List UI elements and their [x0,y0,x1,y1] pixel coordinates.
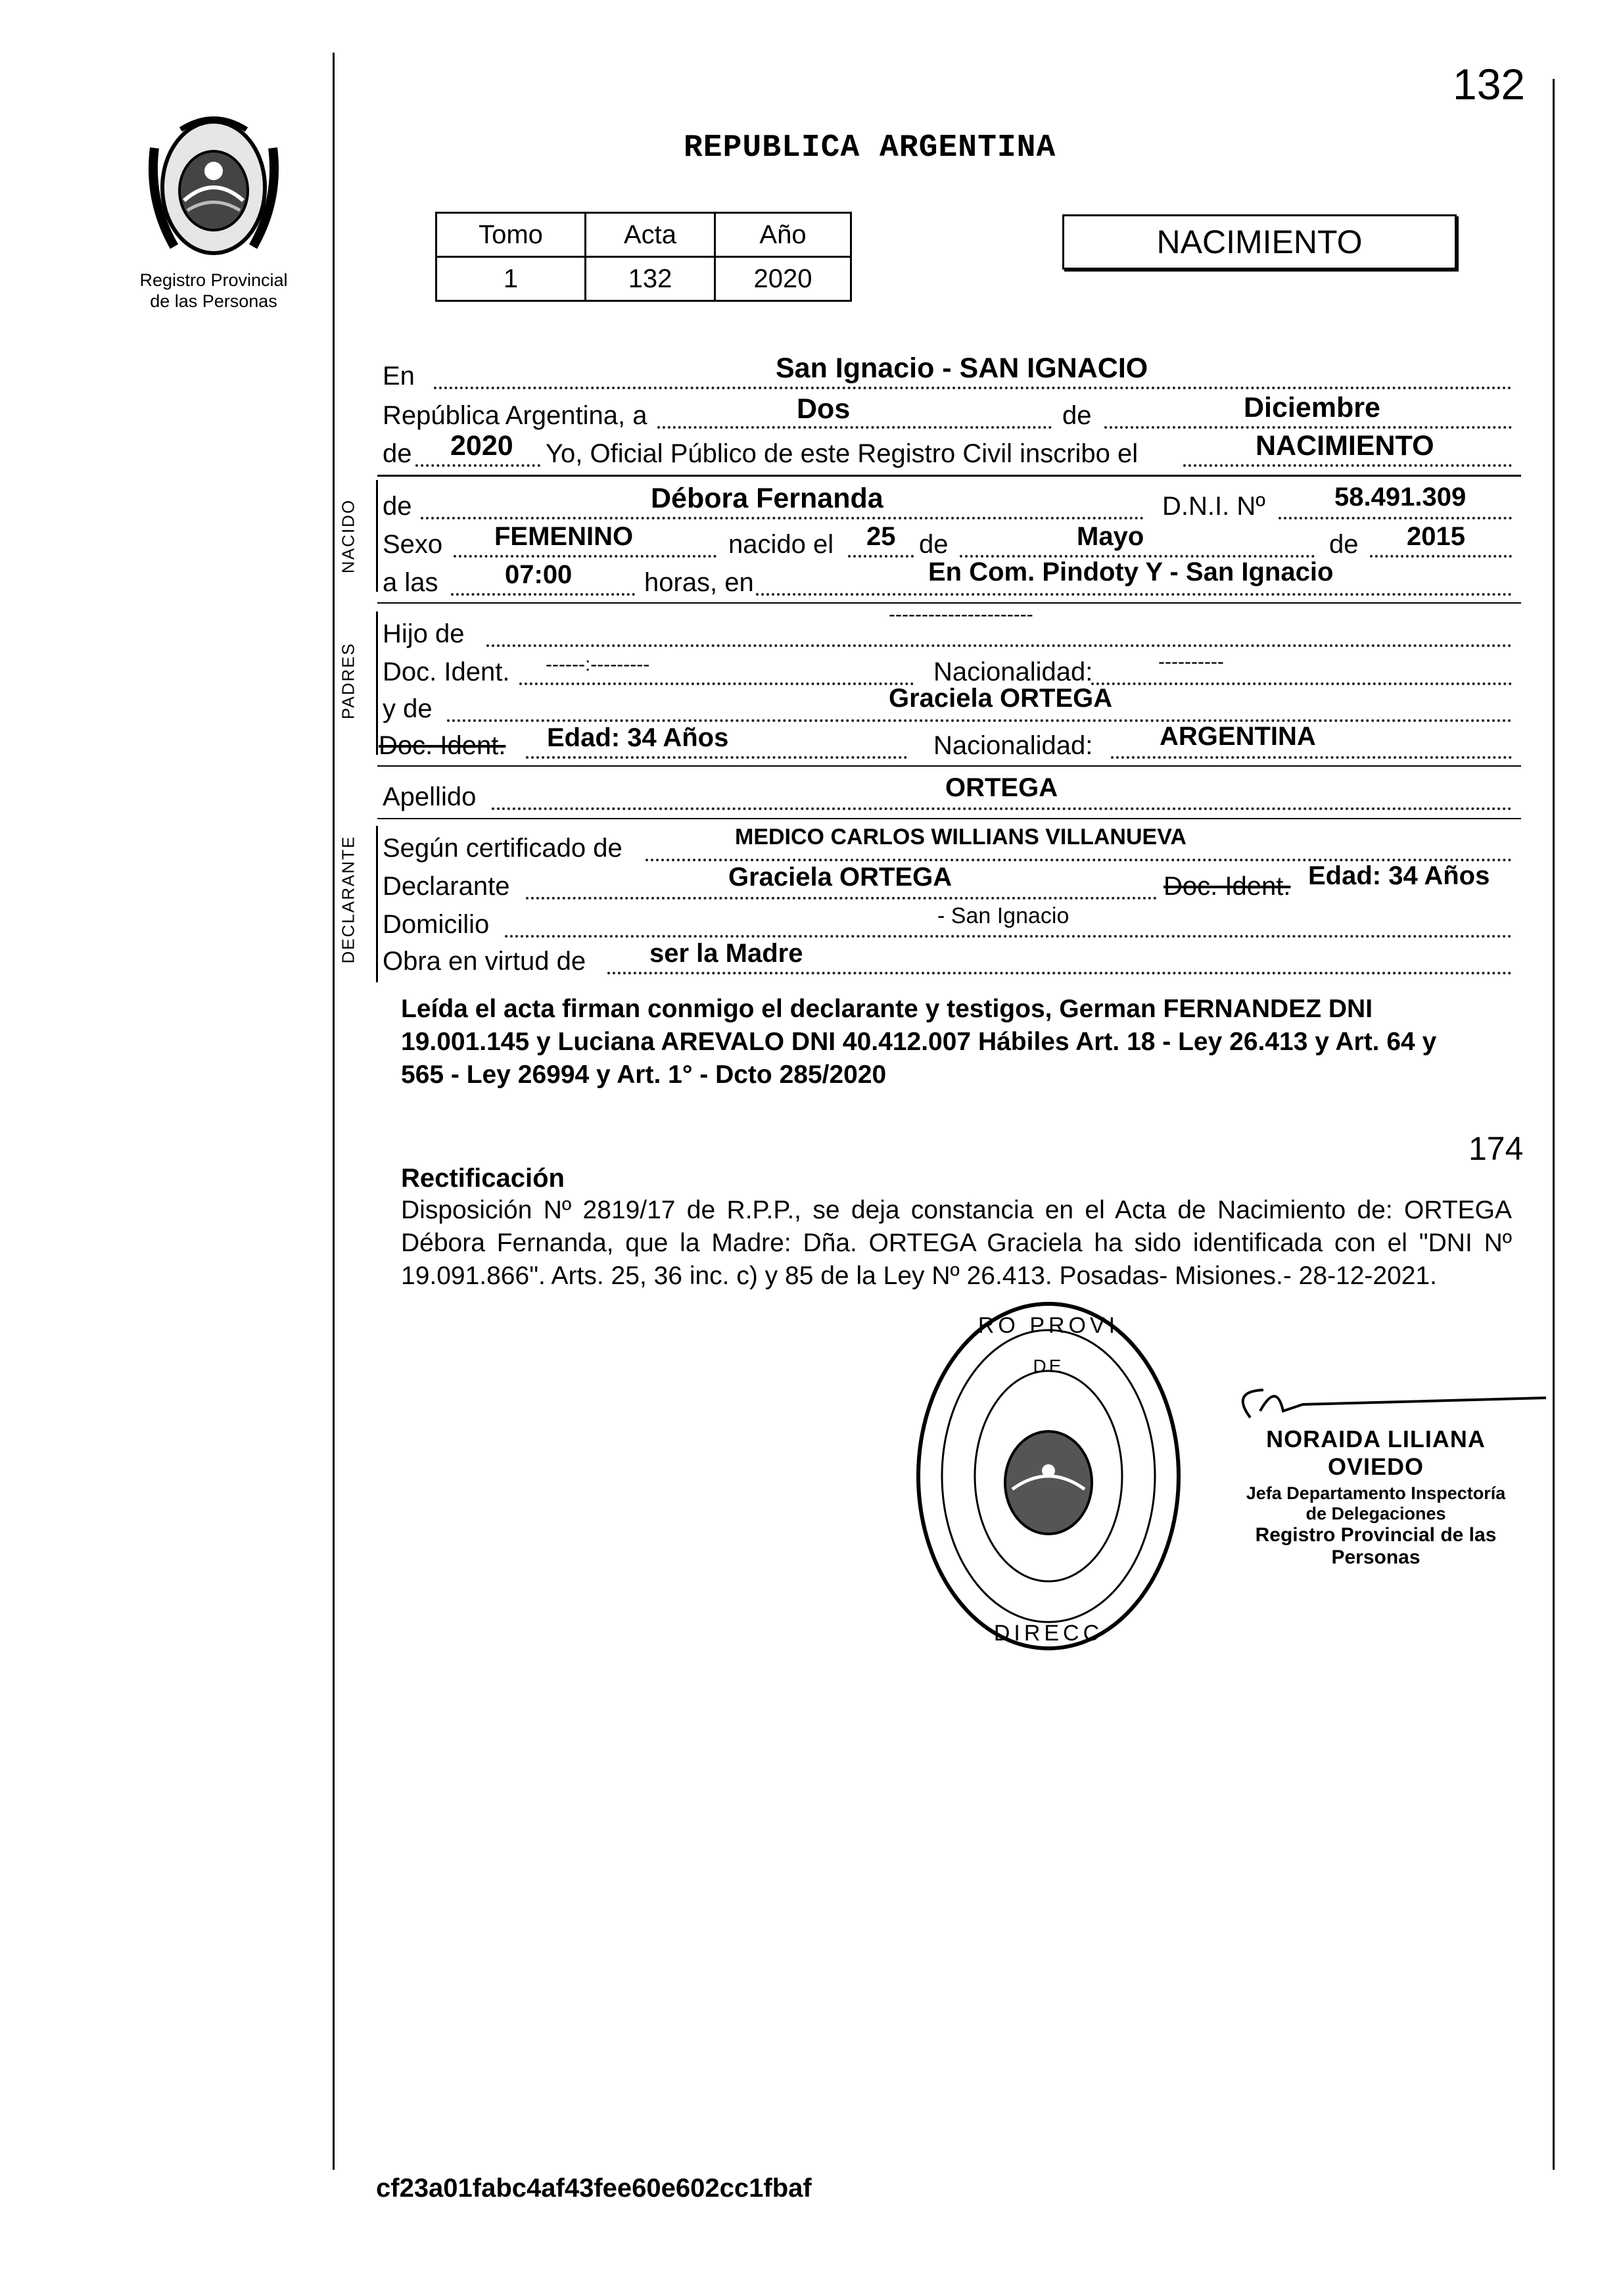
certificado-label: Según certificado de [383,834,623,863]
page-title: REPUBLICA ARGENTINA [684,130,1056,166]
obra-dots [607,972,1512,974]
nacido-dia-value: 25 [866,522,896,551]
divider-4 [377,818,1521,819]
anio-value: 2020 [450,430,513,462]
nacido-de-label: de [383,492,412,521]
act-type-box [1062,214,1457,270]
table-value-tomo: 1 [436,257,586,301]
hora-dots [451,593,635,596]
logo-caption [115,270,312,312]
leida-paragraph: Leída el acta firman conmigo el declarante y testigos, German FERNANDEZ DNI 19.001.145 y Luciana AREVALO DNI 40.412.007 Hábiles Art. 18 - Ley 26.413 y Art. 64 y 565 - Ley 26994 y Art. 1° - Dcto 285/2020 [401,995,1437,1089]
nacido-el-label: nacido el [728,530,834,559]
republica-label: República Argentina, a [383,401,647,430]
nacionalidad-dots-2 [1111,756,1512,759]
alas-label: a las [383,568,438,597]
doc-ident-value: ------:--------- [546,654,650,675]
edad-dots-1 [526,756,907,759]
footer-hash: cf23a01fabc4af43fee60e602cc1fbaf [376,2174,812,2203]
oficial-text: Yo, Oficial Público de este Registro Civil inscribo el [546,439,1139,468]
nacido-name-dots [421,517,1144,519]
nacido-anio-value: 2015 [1407,522,1465,551]
certificado-value: MEDICO CARLOS WILLIANS VILLANUEVA [735,825,1186,849]
nacido-dia-dots [848,555,914,558]
rectificacion-text: Disposición Nº 2819/17 de R.P.P., se deja constancia en el Acta de Nacimiento de: ORTEGA Débora Fernanda, que la Madre: Dña. ORTEGA Graciela ha sido identificada con el "DNI Nº 19.091.866". Arts. 25, 36 inc. c) y 85 de la Ley Nº 26.413. Posadas- Misiones.- 28-12-2021. [401,1196,1512,1290]
padres-section-label: PADRES [338,642,358,719]
table-header-anio: Año [715,213,851,257]
page-number: 132 [1453,60,1526,108]
doc-ident-label-2: Doc. Ident. [379,731,506,760]
domicilio-value: - San Ignacio [937,903,1069,928]
nacido-name-value: Débora Fernanda [651,483,883,514]
nacionalidad-dots-1 [1091,682,1512,685]
nacido-mes-value: Mayo [1077,522,1144,551]
nacido-de-label-2: de [919,530,949,559]
apellido-value: ORTEGA [945,773,1058,802]
anio-dots [415,464,540,467]
hijo-dots [486,644,1512,647]
sexo-value: FEMENINO [494,522,634,551]
domicilio-dots [505,935,1512,938]
declarante-doc-ident-label: Doc. Ident. [1163,872,1291,901]
domicilio-label: Domicilio [383,910,490,939]
table-header-tomo: Tomo [436,213,586,257]
svg-text:RO PROVI: RO PROVI [977,1313,1119,1338]
madre-dots [447,719,1512,722]
en-dots [434,387,1512,389]
logo-caption-line2: de las Personas [150,291,277,311]
table-value-anio: 2020 [715,257,851,301]
republica-dots-1 [657,426,1052,429]
horas-en-label: horas, en [644,568,754,597]
de-label-2: de [383,439,412,468]
signature-line3: de Delegaciones [1305,1504,1446,1523]
apellido-dots [492,807,1512,810]
nacionalidad-label-1: Nacionalidad: [933,658,1093,686]
dia-value: Dos [797,393,851,425]
inscribo-dots [1183,464,1512,467]
svg-text:DE: DE [1033,1356,1064,1376]
y-de-label: y de [383,694,433,723]
nacido-section-label: NACIDO [338,498,358,574]
signature-name: NORAIDA LILIANA OVIEDO [1266,1425,1486,1480]
obra-label: Obra en virtud de [383,947,586,976]
rectificacion-number: 174 [1468,1130,1524,1167]
sexo-label: Sexo [383,530,443,559]
dni-dots [1279,517,1512,519]
declarante-section-label: DECLARANTE [338,835,358,964]
official-stamp [914,1299,1183,1654]
divider-3 [377,765,1521,767]
nacido-de-label-3: de [1329,530,1359,559]
right-margin-line [1553,79,1555,2170]
signature-line2: Jefa Departamento Inspectoría [1246,1483,1506,1503]
nacionalidad-value-2: ARGENTINA [1160,722,1316,751]
province-seal-logo [135,108,293,266]
hora-value: 07:00 [505,560,573,589]
divider-1 [377,475,1521,477]
signature-block [1221,1425,1530,1569]
doc-ident-label: Doc. Ident. [383,658,510,686]
declarante-value: Graciela ORTEGA [728,863,952,892]
lugar-dots [756,593,1512,596]
doc-ident-dots [519,682,914,685]
table-header-acta: Acta [586,213,715,257]
declarante-label: Declarante [383,872,510,901]
republica-dots-2 [1104,426,1512,429]
svg-text:DIRECC: DIRECC [993,1621,1104,1646]
dni-label: D.N.I. Nº [1162,492,1265,521]
nacionalidad-label-2: Nacionalidad: [933,731,1093,760]
hijo-de-label: Hijo de [383,619,465,648]
madre-value: Graciela ORTEGA [889,684,1113,713]
obra-value: ser la Madre [649,939,803,968]
signature-line4: Registro Provincial de las Personas [1255,1524,1497,1568]
nacionalidad-value-1: ---------- [1158,651,1224,673]
declarante-dots [526,897,1157,899]
act-type-label: NACIMIENTO [1156,224,1363,260]
sexo-dots [454,555,717,558]
edad-value-1: Edad: 34 Años [547,723,729,752]
declarante-bracket [376,826,378,982]
rectificacion-title: Rectificación [401,1164,565,1193]
lugar-value: En Com. Pindoty Y - San Ignacio [928,558,1334,586]
en-value: San Ignacio - SAN IGNACIO [776,352,1148,384]
nacido-bracket [376,480,378,592]
nacido-anio-dots [1370,555,1512,558]
de-label-1: de [1062,401,1092,430]
table-value-acta: 132 [586,257,715,301]
tomo-acta-anio-table [435,212,852,302]
left-margin-line [333,53,335,2170]
dni-value: 58.491.309 [1334,483,1467,512]
hijo-value: ---------------------- [889,604,1033,625]
logo-caption-line1: Registro Provincial [139,270,288,290]
inscribo-value: NACIMIENTO [1256,430,1434,462]
en-label: En [383,362,415,391]
mes-value: Diciembre [1244,392,1380,423]
padres-bracket [376,611,378,755]
declarante-edad-value: Edad: 34 Años [1308,861,1490,890]
apellido-label: Apellido [383,782,477,811]
